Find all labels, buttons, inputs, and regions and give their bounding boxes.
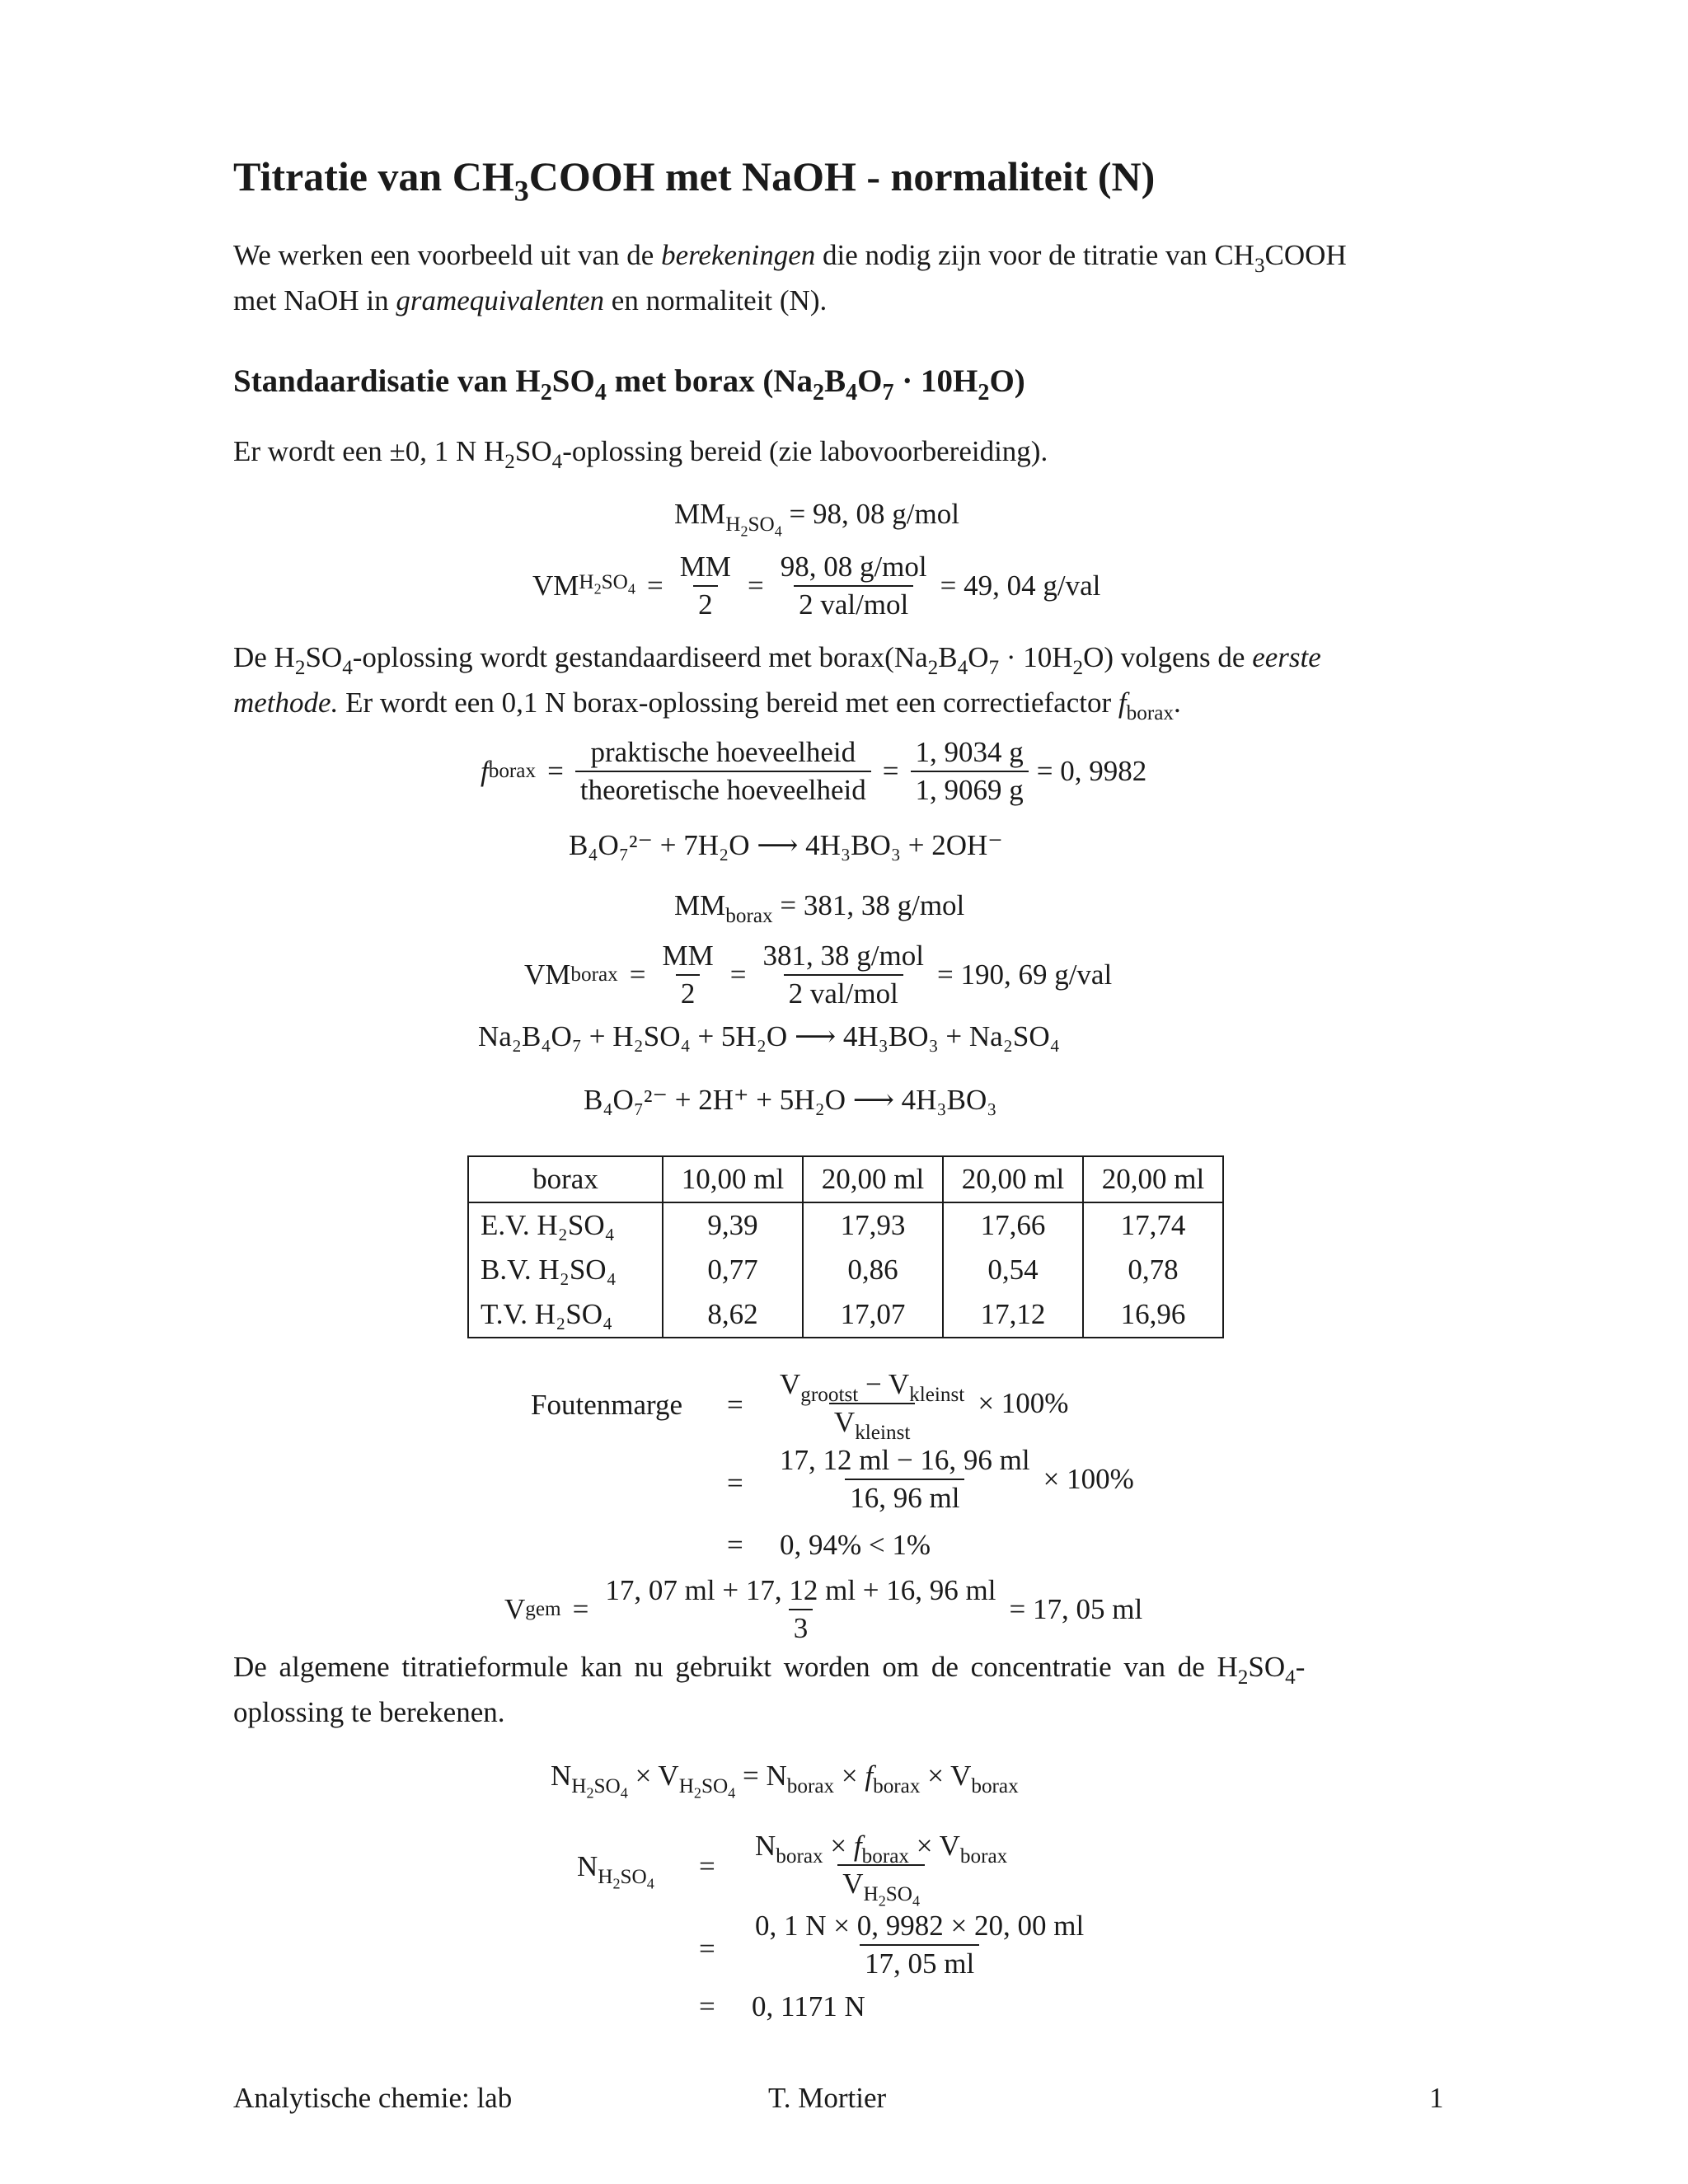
table-cell: 0,54: [943, 1248, 1083, 1292]
table-header-cell: 20,00 ml: [943, 1156, 1083, 1202]
normality-eq-1: =: [699, 1850, 715, 1882]
table-row: [468, 1292, 1223, 1338]
paragraph-2-line-2: methode. Er wordt een 0,1 N borax-oplossing bereid met een correctiefactor $f_{borax}$.: [233, 687, 1181, 724]
table-header-cell: borax: [468, 1156, 663, 1202]
table-cell: 17,66: [943, 1202, 1083, 1248]
titration-table: [467, 1155, 1224, 1338]
intro-line-2: met NaOH in gramequivalenten en normaliteit (N).: [233, 284, 828, 316]
table-cell: 17,93: [803, 1202, 943, 1248]
paragraph-3-line-1: De algemene titratieformule kan nu gebruikt worden om de concentratie van de $H_2SO_4-$: [233, 1651, 1306, 1689]
table-row-label: E.V. H₂SO₄: [468, 1202, 663, 1248]
equation-correction-factor: f borax = $\frac{\text{praktische hoeveelheid}}{\text{theoretische hoeveelheid}}$ = $\frac{1, 9034 g}{1, 9069 g}$ = 0, 9982: [481, 736, 1147, 806]
error-margin-eq-3: =: [727, 1529, 743, 1561]
table-cell: 16,96: [1083, 1292, 1223, 1338]
table-cell: 17,07: [803, 1292, 943, 1338]
equation-mm-borax: $MM_{borax} = 381$, 38 g/mol: [674, 889, 965, 927]
footer-author: T. Mortier: [768, 2082, 887, 2114]
error-margin-result: 0, 94% < 1%: [780, 1529, 931, 1561]
table-cell: 0,78: [1083, 1248, 1223, 1292]
table-row-label: T.V. H₂SO₄: [468, 1292, 663, 1338]
paragraph-2-line-1: De $H_2SO_4$-oplossing wordt gestandaardiseerd met $borax(Na_2B_4O_7 \cdot 10H_2O)$ volgens de eerste: [233, 641, 1321, 679]
reaction-borax-sulfuric: Na₂B₄O₇ + H₂SO₄ + 5H₂O ⟶ 4H₃BO₃ + Na₂SO₄: [478, 1020, 1060, 1052]
table-header-cell: 20,00 ml: [1083, 1156, 1223, 1202]
equation-vm-h2so4: VM $H_2SO_4$ = $\frac{MM}{2}$ = $\frac{\text{98, 08 g/mol}}{\text{2 val/mol}}$ = 49, 04 g/val: [532, 551, 1101, 621]
reaction-borate-proton: B₄O₇²⁻ + 2H⁺ + 5H₂O ⟶ 4H₃BO₃: [584, 1084, 997, 1116]
table-cell: 17,74: [1083, 1202, 1223, 1248]
equation-average-volume: V gem = $\frac{17, 07 ml + 17, 12 ml + 16, 96 ml}{3}$ = 17, 05 ml: [504, 1574, 1143, 1644]
error-margin-formula: $\frac{V_{grootst} - V_{kleinst}}{V_{kleinst}}$ × 100%: [780, 1368, 1069, 1444]
page-title: Titratie van $CH_3COOH$ met NaOH - normaliteit (N): [233, 153, 1156, 208]
normality-eq-2: =: [699, 1933, 715, 1965]
error-margin-eq-2: =: [727, 1467, 743, 1499]
table-cell: 0,77: [663, 1248, 803, 1292]
table-row: [468, 1248, 1223, 1292]
table-cell: 17,12: [943, 1292, 1083, 1338]
equation-vm-borax: VM borax = $\frac{MM}{2}$ = $\frac{\text{381, 38 g/mol}}{\text{2 val/mol}}$ = 190, 69 g/val: [524, 940, 1113, 1010]
footer-page-number: 1: [1429, 2082, 1444, 2114]
paragraph-3-line-2: oplossing te berekenen.: [233, 1696, 505, 1728]
reaction-borate-hydrolysis: B₄O₇²⁻ + 7H₂O ⟶ 4H₃BO₃ + 2OH⁻: [569, 829, 1003, 861]
table-cell: 0,86: [803, 1248, 943, 1292]
table-row: [468, 1202, 1223, 1248]
table-row-label: B.V. H₂SO₄: [468, 1248, 663, 1292]
equation-general-titration: $N_{H_2SO_4} \times V_{H_2SO_4} = N_{borax} \times f_{borax} \times V_{borax}$: [551, 1760, 1019, 1802]
fraction-mm-over-2: $\frac{MM}{2}$: [679, 551, 731, 621]
error-margin-label: Foutenmarge: [531, 1389, 683, 1421]
normality-substituted: $\frac{0, 1 N \times 0, 9982 \times 20, 00 ml}{17, 05 ml}$: [755, 1910, 1085, 1980]
section-heading: Standaardisatie van $H_2SO_4$ met borax $(Na_2B_4O_7 \cdot 10H_2O)$: [233, 363, 1025, 405]
equation-mm-h2so4: $MM_{H_2SO_4} = 98$, 08 g/mol: [674, 498, 959, 540]
normality-formula: $\frac{N_{borax} \times f_{borax} \times V_{borax}}{V_{H_2SO_4}}$: [755, 1830, 1008, 1910]
paragraph-1: Er wordt een ±0, 1 N $H_2SO_4$-oplossing bereid (zie labovoorbereiding).: [233, 435, 1048, 473]
table-header-cell: 10,00 ml: [663, 1156, 803, 1202]
footer-course: Analytische chemie: lab: [233, 2082, 513, 2114]
normality-result: 0, 1171 N: [752, 1990, 865, 2022]
table-header-cell: 20,00 ml: [803, 1156, 943, 1202]
normality-eq-3: =: [699, 1990, 715, 2022]
intro-line-1: We werken een voorbeeld uit van de berekeningen die nodig zijn voor de titratie van $CH_3COOH$: [233, 239, 1347, 277]
table-header-row: [468, 1156, 1223, 1202]
table-cell: 9,39: [663, 1202, 803, 1248]
error-margin-eq-1: =: [727, 1389, 743, 1421]
table-cell: 8,62: [663, 1292, 803, 1338]
normality-lhs: $N_{H_2SO_4}$: [577, 1850, 654, 1892]
fraction-molar-over-val: $\frac{\text{98, 08 g/mol}}{\text{2 val/mol}}$: [780, 551, 927, 621]
error-margin-substituted: $\frac{17, 12 ml - 16, 96 ml}{16, 96 ml}$ × 100%: [780, 1444, 1134, 1514]
